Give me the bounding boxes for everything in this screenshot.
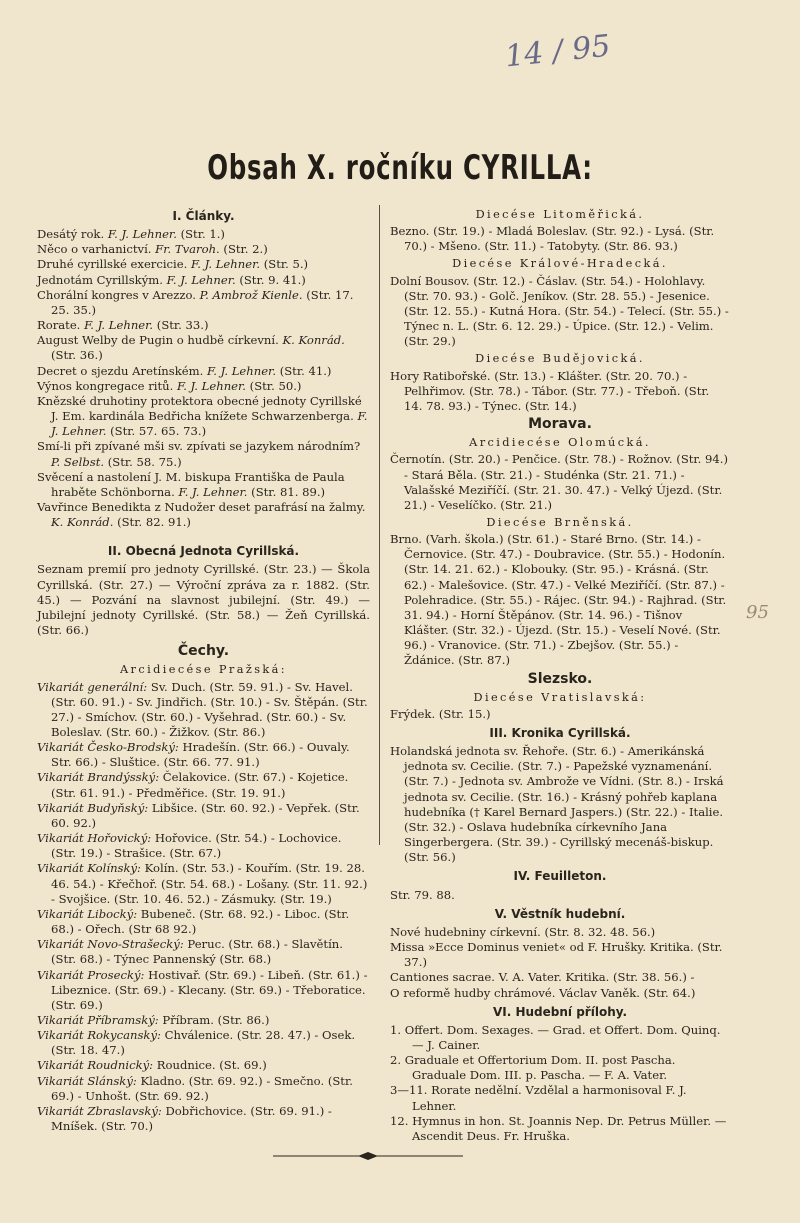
diocese-heading-hradec: Diecése Králové-Hradecká. [452, 257, 668, 271]
article-author: F. J. Lehner. [206, 363, 277, 378]
article-entry [37, 364, 370, 379]
article-entry [37, 288, 370, 318]
article-pages: (Str. 58. 75.) [104, 454, 182, 469]
article-entry [37, 257, 370, 272]
vestnik-entry: Cantiones sacrae. V. A. Vater. Kritika. (Str. 38. 56.) - [390, 970, 695, 985]
section-heading-prilohy: VI. Hudební přílohy. [492, 1004, 628, 1019]
article-title: Rorate. [37, 318, 85, 333]
article-title: Jednotám Cyrillským. [37, 272, 167, 287]
vikariat-entry [37, 770, 370, 800]
vikariat-name: Vikariát Hořovický: [37, 831, 152, 846]
vikariat-name: Vikariát Novo-Strašecký: [37, 937, 184, 952]
diocese-heading-budejovice: Diecése Budějovická. [475, 352, 645, 366]
article-entry [37, 470, 370, 500]
article-title: August Welby de Pugin o hudbě církevní. [37, 333, 283, 348]
left-column [37, 205, 370, 1134]
diocese-heading-litomerice: Diecése Litoměřická. [475, 208, 645, 221]
diocese-heading-brno: Diecése Brněnská. [486, 515, 634, 529]
olomouc-text: Černotín. (Str. 20.) - Penčice. (Str. 78.) - Rožnov. (Str. 94.) - Stará Běla. (Str. 21.) - Studénka (Str. 21. 71.) - Valašské Meziříčí. (Str. 21. 30. 47.) - Velký Újezd. (Str. 21.) - Veselíčko. (Str. 21.) [390, 452, 729, 512]
article-title: Decret o sjezdu Aretínském. [37, 363, 207, 378]
vikariat-name: Vikariát Libocký: [37, 906, 138, 921]
article-entry [37, 333, 370, 363]
region-heading-morava: Morava. [528, 416, 592, 433]
vikariat-entry [37, 1058, 370, 1073]
article-title: Vavřince Benedikta z Nudožer deset parafrásí na žalmy. [37, 499, 366, 514]
right-column [390, 205, 730, 1144]
article-entry [37, 242, 370, 257]
vikariat-name: Vikariát Roudnický: [37, 1058, 154, 1073]
article-author: F. J. Lehner. [176, 378, 246, 393]
vikariat-places: Peruc. (Str. 68.) - Slavětín. (Str. 68.) - Týnec Pannenský (Str. 68.) [51, 937, 343, 967]
vikariat-places: Hořovice. (Str. 54.) - Lochovice. (Str. 19.) - Strašice. (Str. 67.) [51, 831, 342, 861]
vikariat-entry [37, 907, 370, 937]
brno-text: Brno. (Varh. škola.) (Str. 61.) - Staré Brno. (Str. 14.) - Černovice. (Str. 47.) - Doubravice. (Str. 55.) - Hodonín. (Str. 14. 21. 62.) - Klobouky. (Str. 95.) - Krásná. (Str. 62.) - Malešovice. (Str. 47.) - Velké Meziříčí. (Str. 87.) - Polehradice. (Str. 55.) - Rájec. (Str. 94.) - Rajhrad. (Str. 31. 94.) - Horní Štěpánov. (Str. 14. 96.) - Tišnov Klášter. (Str. 32.) - Újezd. (Str. 15.) - Veselí Nové. (Str. 96.) - Vranovice. (Str. 71.) - Zbejšov. (Str. 55.) - Ždánice. (Str. 87.) [390, 532, 727, 668]
vikariat-name: Vikariát Zbraslavský: [37, 1103, 162, 1118]
vestnik-entry: O reformě hudby chrámové. Václav Vaněk. (Str. 64.) [390, 985, 696, 1000]
priloha-entry: 12. Hymnus in hon. St. Joannis Nep. Dr. Petrus Müller. — Ascendit Deus. Fr. Hruška. [390, 1113, 727, 1143]
vikariat-places: Bubeneč. (Str. 68. 92.) - Liboc. (Str. 68.) - Ořech. (Str 68 92.) [51, 906, 350, 937]
article-author: K. Konrád. [282, 333, 345, 348]
article-pages: (Str. 17. 25. 35.) [51, 287, 354, 317]
vikariat-entry [37, 801, 370, 831]
budejovice-text: Hory Ratibořské. (Str. 13.) - Klášter. (Str. 20. 70.) - Pelhřimov. (Str. 78.) - Tábor. (Str. 77.) - Třeboň. (Str. 14. 78. 93.) - Týnec. (Str. 14.) [390, 368, 710, 413]
article-title: Knězské druhotiny protektora obecné jednoty Cyrillské J. Em. kardinála Bedřicha knížete Schwarzenberga. [37, 393, 362, 424]
section-heading-kronika: III. Kronika Cyrillská. [489, 726, 631, 740]
article-title: Druhé cyrillské exercicie. [37, 257, 191, 272]
article-entry [37, 273, 370, 288]
vikariat-entry [37, 968, 370, 1013]
article-pages: (Str. 9. 41.) [235, 272, 306, 287]
vestnik-entry: Nové hudebniny církevní. (Str. 8. 32. 48. 56.) [390, 924, 656, 939]
articles-list [37, 227, 370, 530]
column-divider [379, 205, 380, 845]
page-title: Obsah X. ročníku CYRILLA: [207, 148, 593, 188]
article-pages: (Str. 57. 65. 73.) [106, 424, 207, 439]
vikariat-entry [37, 1074, 370, 1104]
vikariat-entry [37, 1028, 370, 1058]
region-heading-slezsko: Slezsko. [527, 670, 593, 687]
vikariat-name: Vikariát Budyňský: [37, 800, 149, 815]
vikariat-name: Vikariát generální: [37, 679, 148, 694]
priloha-entry: 3—11. Rorate nedělní. Vzdělal a harmonisoval F. J. Lehner. [390, 1083, 687, 1113]
hradec-text: Dolní Bousov. (Str. 12.) - Čáslav. (Str. 54.) - Holohlavy. (Str. 70. 93.) - Golč. Jeníkov. (Str. 28. 55.) - Jesenice. (Str. 12. 55.) - Kutná Hora. (Str. 54.) - Telecí. (Str. 55.) - Týnec n. L. (Str. 6. 12. 29.) - Úpice. (Str. 12.) - Velim. (Str. 29.) [390, 273, 729, 349]
vikariat-places: Libšice. (Str. 60. 92.) - Vepřek. (Str. 60. 92.) [51, 800, 360, 830]
priloha-entry: 2. Graduale et Offertorium Dom. II. post Pascha. Graduale Dom. III. p. Pascha. — F. A. Vater. [390, 1053, 676, 1083]
vestnik-entry: Missa »Ecce Dominus veniet« od F. Hrušky. Kritika. (Str. 37.) [390, 940, 723, 970]
vikariat-name: Vikariát Brandýsský: [37, 770, 160, 785]
vikariat-places: Čelakovice. (Str. 67.) - Kojetice. (Str. 61. 91.) - Předměřice. (Str. 19. 91.) [51, 770, 349, 800]
article-entry [37, 500, 370, 530]
article-pages: (Str. 50.) [246, 378, 302, 393]
article-entry [37, 227, 370, 242]
article-pages: (Str. 41.) [276, 363, 332, 378]
vikariat-name: Vikariát Rokycanský: [37, 1028, 161, 1043]
diocese-heading-vratislav: Diecése Vratislavská: [473, 690, 647, 704]
vikariat-entry [37, 1013, 370, 1028]
section-heading-feuilleton: IV. Feuilleton. [513, 869, 607, 884]
prilohy-list [390, 1023, 730, 1144]
article-pages: (Str. 81. 89.) [247, 484, 326, 499]
margin-pencil-note: 95 [746, 602, 769, 623]
vikariat-places: Sv. Duch. (Str. 59. 91.) - Sv. Havel. (Str. 60. 91.) - Sv. Jindřich. (Str. 10.) - Sv. Štěpán. (Str. 27.) - Smíchov. (Str. 60.) - Vyšehrad. (Str. 60.) - Sv. Boleslav. (Str. 60.) - Žižkov. (Str. 86.) [51, 679, 368, 739]
article-pages: (Str. 5.) [260, 257, 309, 272]
vratislav-text: Frýdek. (Str. 15.) [390, 706, 491, 721]
vikariat-list [37, 680, 370, 1135]
article-pages: (Str. 36.) [51, 348, 103, 363]
vikariat-name: Vikariát Příbramský: [37, 1012, 159, 1027]
diocese-heading-olomouc: Arcidiecése Olomúcká. [469, 436, 651, 450]
region-heading-cechy: Čechy. [177, 643, 230, 660]
litomerice-text: Bezno. (Str. 19.) - Mladá Boleslav. (Str. 92.) - Lysá. (Str. 70.) - Mšeno. (Str. 11.) - Tatobyty. (Str. 86. 93.) [390, 224, 715, 254]
article-author: P. Selbst. [51, 454, 105, 469]
vikariat-places: Hradešín. (Str. 66.) - Ouvaly. Str. 66.) - Sluštice. (Str. 66. 77. 91.) [51, 740, 350, 770]
vikariat-name: Vikariát Prosecký: [37, 967, 145, 982]
article-pages: (Str. 33.) [153, 318, 209, 333]
article-entry [37, 394, 370, 439]
article-author: F. J. Lehner. [178, 484, 248, 499]
kronika-text: Holandská jednota sv. Řehoře. (Str. 6.) - Amerikánská jednota sv. Cecilie. (Str. 7.) - Papežské vyznamenání. (Str. 7.) - Jednota sv. Ambrože ve Vídni. (Str. 8.) - Irská jednota sv. Cecilie. (Str. 16.) - Krásný pohřeb kaplana hudebníka († Karel Bernard Jaspers.) (Str. 22.) - Italie. (Str. 32.) - Oslava hudebníka církevního Jana Singerbergera. (Str. 39.) - Cyrillský mecenáš-biskup. (Str. 56.) [390, 744, 724, 865]
vikariat-entry [37, 1104, 370, 1134]
article-author: P. Ambrož Kienle. [199, 287, 303, 302]
priloha-entry: 1. Offert. Dom. Sexages. — Grad. et Offert. Dom. Quinq. — J. Cainer. [390, 1022, 721, 1052]
ornament-rule [273, 1152, 463, 1160]
article-author: F. J. Lehner. [84, 318, 154, 333]
article-author: F. J. Lehner. [166, 272, 236, 287]
vikariat-name: Vikariát Slánský: [37, 1073, 137, 1088]
vikariat-name: Vikariát Kolínský: [37, 861, 141, 876]
vikariat-entry [37, 831, 370, 861]
diocese-heading-praha: Arcidiecése Pražská: [120, 663, 287, 677]
article-title: Něco o varhanictví. [37, 242, 156, 257]
feuilleton-text: Str. 79. 88. [390, 887, 455, 902]
article-pages: (Str. 82. 91.) [113, 515, 191, 530]
vikariat-entry [37, 740, 370, 770]
article-title: Výnos kongregace ritů. [37, 378, 177, 393]
vikariat-entry [37, 680, 370, 741]
article-author: K. Konrád. [51, 515, 114, 530]
article-title: Smí-li při zpívané mši sv. zpívati se jazykem národním? [37, 439, 361, 454]
vikariat-places: Příbram. (Str. 86.) [158, 1012, 270, 1027]
article-entry [37, 439, 370, 469]
section-heading-jednota: II. Obecná Jednota Cyrillská. [107, 544, 300, 559]
article-author: F. J. Lehner. [51, 409, 368, 439]
article-author: F. J. Lehner. [191, 257, 261, 272]
section-heading-vestnik: V. Věstník hudební. [494, 906, 626, 921]
vikariat-places: Roudnice. (St. 69.) [153, 1058, 267, 1073]
vikariat-places: Dobřichovice. (Str. 69. 91.) - Mníšek. (Str. 70.) [51, 1103, 332, 1134]
article-title: Chorální kongres v Arezzo. [37, 287, 200, 302]
vikariat-places: Hostivař. (Str. 69.) - Libeň. (Str. 61.) - Libeznice. (Str. 69.) - Klecany. (Str. 69.) - Třeboratice. (Str. 69.) [51, 967, 368, 1012]
vikariat-name: Vikariát Česko-Brodský: [37, 740, 179, 755]
vestnik-list [390, 925, 730, 1001]
article-pages: (Str. 2.) [219, 242, 268, 257]
article-entry [37, 318, 370, 333]
article-pages: (Str. 1.) [176, 227, 225, 242]
vikariat-places: Chválenice. (Str. 28. 47.) - Osek. (Str. 18. 47.) [51, 1028, 356, 1058]
vikariat-entry [37, 861, 370, 906]
article-entry [37, 379, 370, 394]
article-author: Fr. Tvaroh. [155, 242, 220, 257]
article-title: Svěcení a nastolení J. M. biskupa Františka de Paula hraběte Schönborna. [37, 469, 345, 499]
article-author: F. J. Lehner. [107, 227, 177, 242]
handwritten-page-number: 14 / 95 [503, 28, 613, 75]
section-heading-clanky: I. Články. [172, 209, 235, 223]
jednota-text: Seznam premií pro jednoty Cyrillské. (Str. 23.) — Škola Cyrillská. (Str. 27.) — Výroční zpráva za r. 1882. (Str. 45.) — Pozvání na slavnost jubilejní. (Str. 49.) — Jubilejní jednoty Cyrillské. (Str. 58.) — Žeň Cyrillská. (Str. 66.) [37, 562, 370, 638]
vikariat-entry [37, 937, 370, 967]
article-title: Desátý rok. [37, 227, 108, 242]
vikariat-places: Kladno. (Str. 69. 92.) - Smečno. (Str. 69.) - Unhošt. (Str. 69. 92.) [51, 1073, 353, 1103]
vikariat-places: Kolín. (Str. 53.) - Kouřím. (Str. 19. 28. 46. 54.) - Křečhoř. (Str. 54. 68.) - Lošany. (Str. 11. 92.) - Svojšice. (Str. 10. 46. 52.) - Zásmuky. (Str. 19.) [51, 861, 368, 906]
